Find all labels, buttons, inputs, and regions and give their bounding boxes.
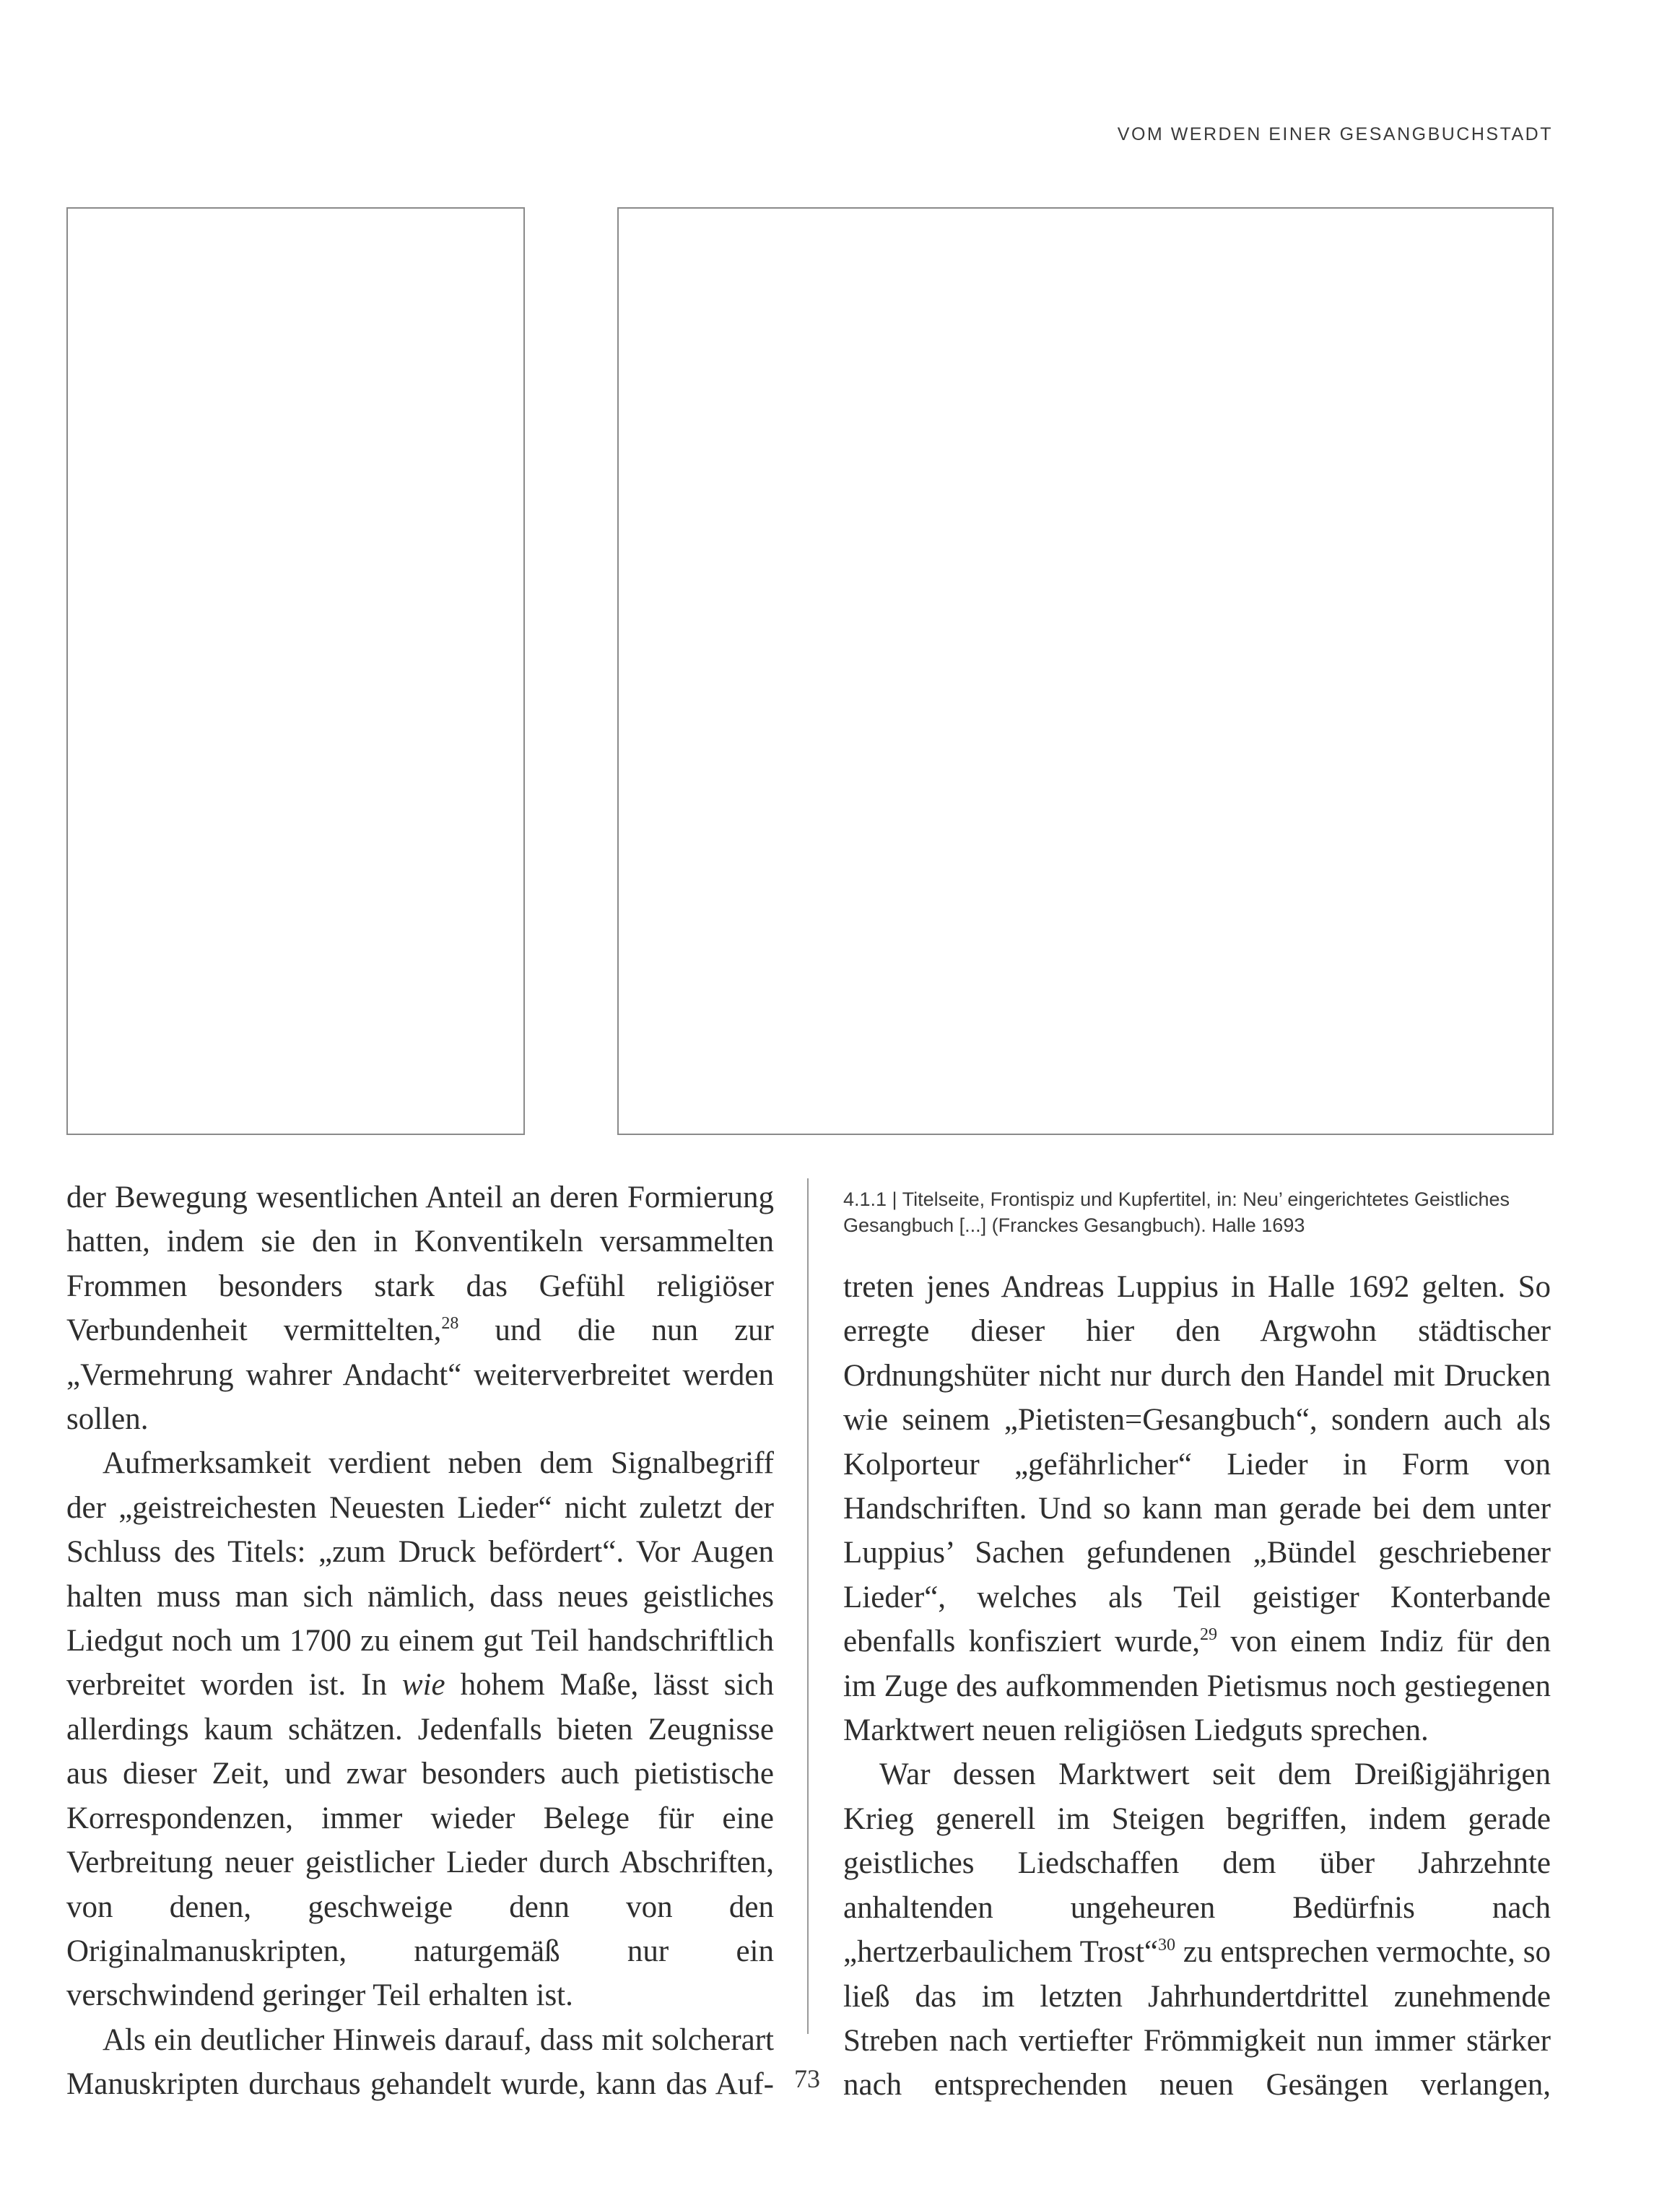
footnote-ref[interactable]: 30 — [1158, 1936, 1175, 1955]
figure-caption: 4.1.1 | Titelseite, Frontispiz und Kupfertitel, in: Neu’ eingerichtetes Geistliches Gesangbuch [...] (Franckes Gesangbuch). Halle 1693 — [843, 1188, 1510, 1236]
paragraph: War dessen Marktwert seit dem Dreißigjährigen Krieg generell im Steigen begriffen, indem gerade geistliches Liedschaffen dem über Jahrzehnte anhaltenden ungeheuren Bedürfnis nach „hertzerbaulichem Trost“$^{30}$ zu entsprechen vermochte, so ließ das im letzten Jahrhundertdrittel zunehmende Streben nach vertiefter Frömmigkeit nun immer stärker nach entsprechenden neuen Gesängen verlangen, — [843, 1757, 1551, 2103]
column-divider — [807, 1178, 809, 2034]
text-column-right — [843, 1265, 1551, 2108]
footnote-ref[interactable]: 28 — [441, 1314, 459, 1334]
text-column-left — [66, 1175, 774, 2107]
paragraph: der Bewegung wesentlichen Anteil an deren Formierung hatten, indem sie den in Konventikeln versammelten Frommen besonders stark das Gefühl religiöser Verbundenheit vermittelten,$^{28}$ und die nun zur „Vermehrung wahrer Andacht“ weiterverbreitet werden sollen. — [66, 1181, 775, 1437]
running-head: VOM WERDEN EINER GESANGBUCHSTADT — [1117, 124, 1553, 144]
paragraph: treten jenes Andreas Luppius in Halle 1692 gelten. So erregte dieser hier den Argwohn städtischer Ordnungshüter nicht nur durch den Handel mit Drucken wie seinem „Pietisten=Gesangbuch“, sondern auch als Kolporteur „gefährlicher“ Lieder in Form von Handschriften. Und so kann man gerade bei dem unter Luppius’ Sachen gefundenen „Bündel geschriebener Lieder“, welches als Teil geistiger Konterbande ebenfalls konfisziert wurde,$^{29}$ von einem Indiz für den im Zuge des aufkommenden Pietismus noch gestiegenen Marktwert neuen religiösen Liedguts sprechen. — [843, 1270, 1551, 1748]
footnote-ref[interactable]: 29 — [1200, 1625, 1218, 1645]
page-number: 73 — [794, 2064, 820, 2093]
figure-frontispiz-left — [66, 207, 525, 1135]
paragraph: Aufmerksamkeit verdient neben dem Signalbegriff der „geistreichesten Neuesten Lieder“ nicht zuletzt der Schluss des Titels: „zum Druck befördert“. Vor Augen halten muss man sich nämlich, dass neues geistliches Liedgut noch um 1700 zu einem gut Teil handschriftlich verbreitet worden ist. In wie hohem Maße, lässt sich allerdings kaum schätzen. Jedenfalls bieten Zeugnisse aus dieser Zeit, und zwar besonders auch pietistische Korrespondenzen, immer wieder Belege für eine Verbreitung neuer geistlicher Lieder durch Abschriften, von denen, geschweige denn von den Originalmanuskripten, naturgemäß nur ein verschwindend geringer Teil erhalten ist. — [66, 1446, 775, 2013]
paragraph: Als ein deutlicher Hinweis darauf, dass mit solcherart Manuskripten durchaus gehandelt wurde, kann das Auf- — [66, 2022, 774, 2102]
figure-titelseite-right — [617, 207, 1554, 1135]
